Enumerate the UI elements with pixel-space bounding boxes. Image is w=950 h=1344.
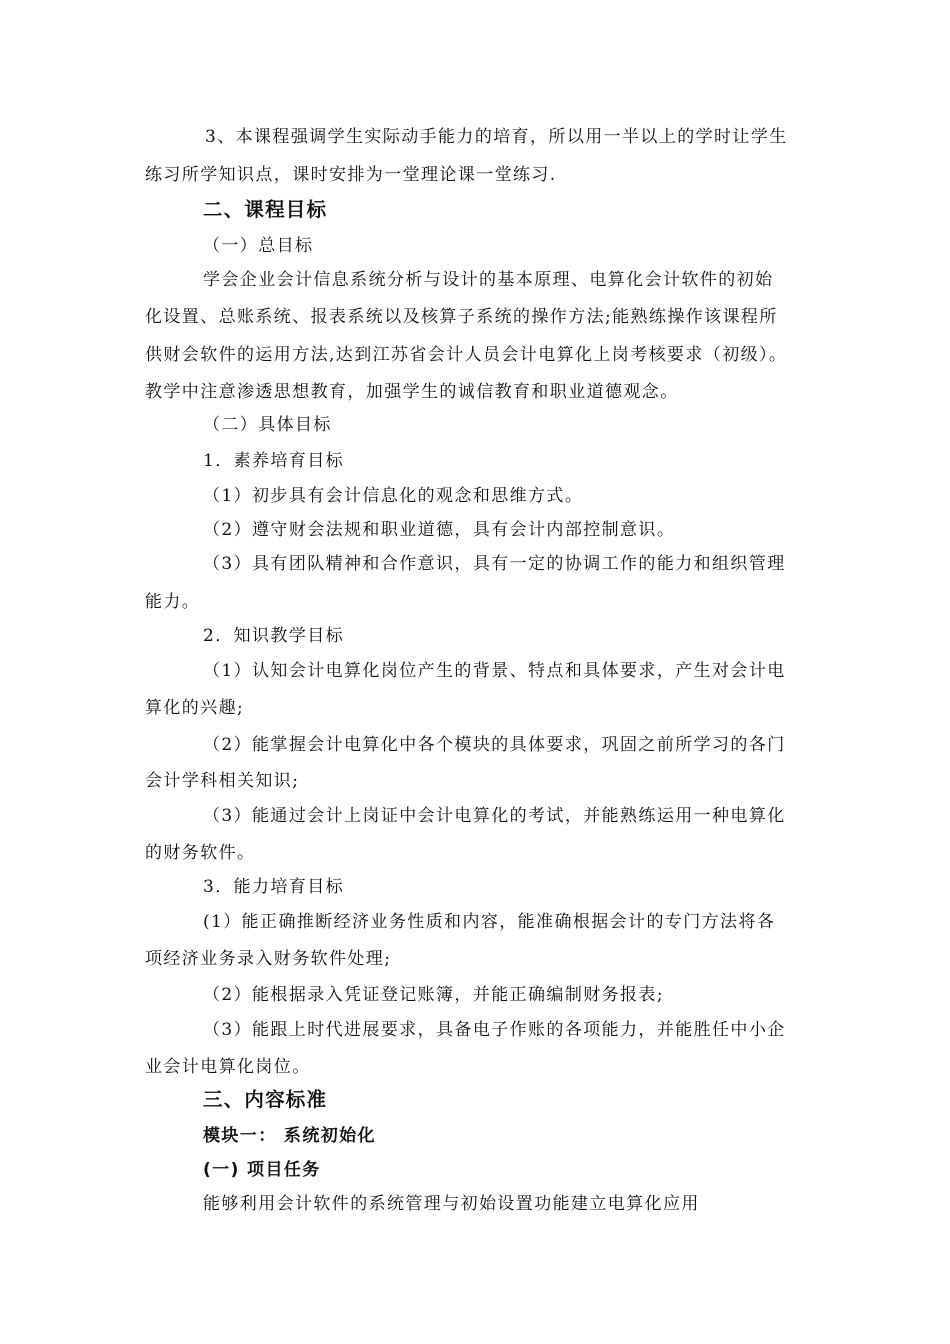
paragraph-line: 学会企业会计信息系统分析与设计的基本原理、电算化会计软件的初始 [203, 270, 774, 290]
paragraph-line: 化设置、总账系统、报表系统以及核算子系统的操作方法;能熟练操作该课程所 [145, 307, 778, 327]
paragraph-line: 供财会软件的运用方法,达到江苏省会计人员会计电算化上岗考核要求（初级）。 [145, 345, 788, 365]
paragraph-line: 业会计电算化岗位。 [145, 1057, 311, 1077]
paragraph-line: 项经济业务录入财务软件处理; [145, 949, 392, 969]
paragraph-line: 的财务软件。 [145, 843, 256, 863]
module-heading: 模块一： 系统初始化 [203, 1126, 376, 1146]
list-item: （3）能通过会计上岗证中会计电算化的考试，并能熟练运用一种电算化 [203, 806, 786, 826]
list-item: （3）具有团队精神和合作意识，具有一定的协调工作的能力和组织管理 [203, 554, 786, 574]
subsection-heading: （二）具体目标 [203, 415, 332, 435]
item-heading: 3．能力培育目标 [203, 877, 345, 897]
list-item: （1）认知会计电算化岗位产生的背景、特点和具体要求，产生对会计电 [203, 661, 786, 681]
paragraph-line: 会计学科相关知识; [145, 771, 300, 791]
task-heading: (一) 项目任务 [203, 1160, 321, 1180]
paragraph-line: 教学中注意渗透思想教育，加强学生的诚信教育和职业道德观念。 [145, 382, 679, 402]
list-item: （1）初步具有会计信息化的观念和思维方式。 [203, 486, 584, 506]
subsection-heading: （一）总目标 [203, 236, 314, 256]
list-item: (1）能正确推断经济业务性质和内容，能准确根据会计的专门方法将各 [203, 912, 776, 932]
paragraph-line: 练习所学知识点，课时安排为一堂理论课一堂练习. [145, 165, 557, 185]
item-heading: 2．知识教学目标 [203, 626, 345, 646]
item-heading: 1．素养培育目标 [203, 451, 345, 471]
paragraph-line: 算化的兴趣; [145, 698, 245, 718]
list-item: （2）能根据录入凭证登记账簿，并能正确编制财务报表; [203, 985, 664, 1005]
paragraph-line: 3、本课程强调学生实际动手能力的培育，所以用一半以上的学时让学生 [205, 127, 788, 147]
paragraph-line: 能够利用会计软件的系统管理与初始设置功能建立电算化应用 [203, 1194, 700, 1214]
list-item: （3）能跟上时代进展要求，具备电子作账的各项能力，并能胜任中小企 [203, 1020, 786, 1040]
list-item: （2）遵守财会法规和职业道德，具有会计内部控制意识。 [203, 520, 676, 540]
section-heading: 三、内容标准 [203, 1088, 328, 1111]
paragraph-line: 能力。 [145, 592, 201, 612]
list-item: （2）能掌握会计电算化中各个模块的具体要求，巩固之前所学习的各门 [203, 735, 786, 755]
section-heading: 二、课程目标 [203, 198, 328, 221]
